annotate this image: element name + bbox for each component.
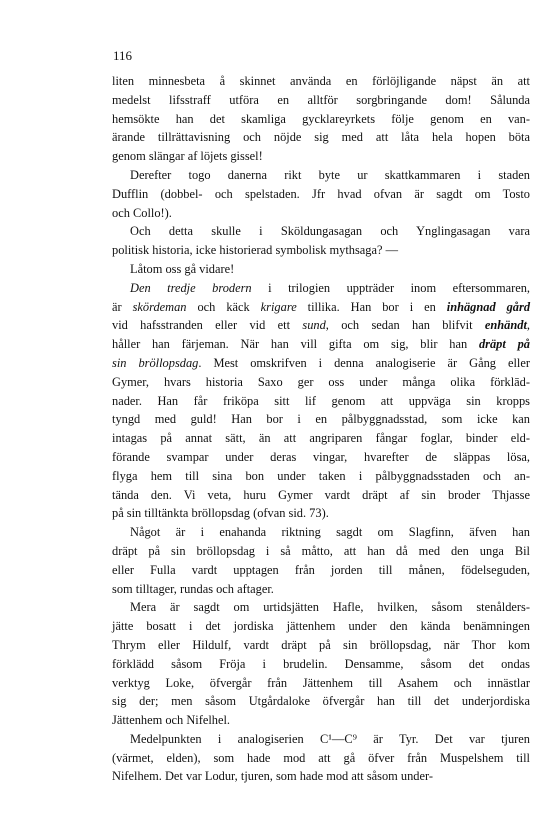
text-line: Jättenhem och Nifelhel. [112,713,231,728]
text-line: Något är i enahanda riktning sagdt om Slagfinn, äfven han [130,525,530,540]
text-line: Dufflin (dobbel- och spelstaden. Jfr hvad ofvan är sagdt om Tosto [112,186,530,201]
text-line: intagas på annat sätt, än att angriparen fångar foglar, binder eld- [112,431,530,446]
text-line: är skördeman och käck krigare tillika. Han bor i en inhägnad gård [112,299,531,314]
text-line: Mera är sagdt om urtidsjätten Hafle, hvilken, såsom stenålders- [130,600,530,615]
text-line: ärande tillrättavisning och nöjde sig med att låta hela hopen böta [112,130,530,145]
text-line: dräpt på sin bröllopsdag i så måtto, att han då med den unga Bil [112,543,530,558]
text-line: förande svampar under deras vingar, hvarefter de släppas lösa, [112,449,530,464]
text-line: och Collo!). [112,205,172,220]
text-line: verktyg Loke, öfvergår från Jättenhem till Asahem och innästlar [112,675,530,690]
text-line: eller Fulla vardt upptagen från jorden till månen, födelseguden, [112,562,530,577]
text-line: håller han färjeman. När han vill gifta om sig, blir han dräpt på [112,337,530,352]
text-line: på sin tilltänkta bröllopsdag (ofvan sid. 73). [112,506,329,521]
text-line: Den tredje brodern i trilogien uppträder inom eftersommaren, [130,280,531,295]
text-line: tyngd med guld! Han bor i en pålbyggnadsstad, som icke kan [112,412,530,427]
text-line: nader. Han får friköpa sitt lif genom att uppväga sin kropps [112,393,530,408]
text-line: Gymer, hvars historia Saxo ger oss under många olika förklād- [112,374,530,389]
text-line: Och detta skulle i Sköldungasagan och Ynglingasagan vara [130,224,530,239]
text-line: vid hafsstranden eller vid ett sund, och sedan han blifvit enhändt, [112,318,530,333]
page-number: 116 [113,48,133,63]
text-line: sin bröllopsdag. Mest omskrifven i denna analogiserie är Gång eller [112,355,530,370]
text-line: Thrym eller Hildulf, vardt dräpt på sin bröllopsdag, när Thor kom [112,637,530,652]
text-line: Nifelhem. Det var Lodur, tjuren, som hade mod att såsom under- [112,769,433,784]
text-line: som tilltager, rundas och aftager. [112,581,274,596]
text-line: tända den. Vi veta, huru Gymer vardt dräpt af sin broder Thjasse [112,487,530,502]
text-line: Låtom oss gå vidare! [130,261,235,276]
text-line: hemsökte han det skamliga gycklareyrkets följe genom en van- [112,111,530,126]
text-line: politisk historia, icke historierad symbolisk mythsaga? — [112,243,398,258]
text-line: genom slängar af löjets gissel! [112,149,263,164]
text-line: Derefter togo danerna rikt byte ur skattkammaren i staden [130,167,530,182]
text-line: (värmet, elden), som hade mod att gå öfver från Muspelshem till [112,750,530,765]
text-line: liten minnesbeta å skinnet använda en förlöjligande näpst än att [112,74,530,88]
text-line: medelst lifsstraff utföra en alltför sorgbringande dom! Sålunda [112,92,530,107]
body-text [112,72,530,786]
text-line: Medelpunkten i analogiserien C¹—C⁹ är Tyr. Det var tjuren [130,731,530,746]
text-line: jätte bosatt i det jordiska jättenhem under den kända benämningen [112,619,530,634]
text-line: sig der; men såsom Utgårdaloke öfvergår han till det underjordiska [112,694,530,709]
text-line: förklädd såsom Fröja i brudelin. Densamme, såsom det ondas [112,656,530,671]
text-line: flyga hem till sina bon under taken i pålbyggnadsstaden och an- [112,468,530,483]
